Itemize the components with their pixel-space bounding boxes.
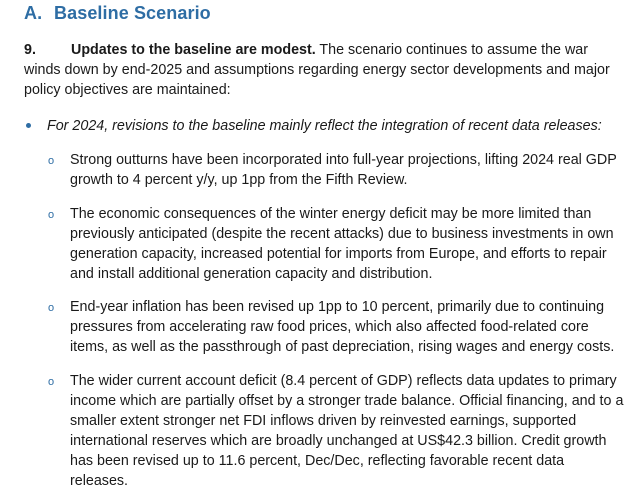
circle-bullet-icon: o [48, 155, 55, 167]
circle-bullet-icon: o [48, 376, 55, 388]
section-letter: A. [24, 3, 43, 23]
sub-item-gdp [48, 150, 624, 190]
bullet-text: For 2024, revisions to the baseline mainly reflect the integration of recent data releases: [47, 118, 602, 134]
sub-item-text: The wider current account deficit (8.4 percent of GDP) reflects data updates to primary income which are partially offset by a stronger trade balance. Official financing, and to a smaller extent stronger net FDI inflows driven by reinvested earnings, supported international reserves which are broadly unchanged at US$42.3 billion. Credit growth has been revised up to 11.6 percent, Dec/Dec, reflecting favorable recent data releases. [70, 373, 624, 489]
sub-item-text: The economic consequences of the winter energy deficit may be more limited than previously anticipated (despite the recent attacks) due to business investments in own generation capacity, increased potential for imports from Europe, and efforts to repair and install additional generation capacity and distribution. [70, 206, 614, 282]
paragraph-text: The scenario continues to assume the war winds down by end-2025 and assumptions regarding energy sector developments and major policy objectives are maintained: [24, 42, 610, 98]
section-title: Baseline Scenario [54, 3, 211, 23]
sub-item-current-account [48, 371, 624, 491]
paragraph-lead: Updates to the baseline are modest. [71, 42, 316, 58]
paragraph-number: 9. [24, 42, 36, 58]
bullet-dot-icon [26, 123, 31, 128]
section-heading [24, 3, 211, 24]
sub-item-energy [48, 204, 624, 284]
circle-bullet-icon: o [48, 302, 55, 314]
sub-item-text: End-year inflation has been revised up 1pp to 10 percent, primarily due to continuing pressures from accelerating raw food prices, which also affected food-related core items, as well as the passthrough of past depreciation, rising wages and energy costs. [70, 299, 615, 355]
circle-bullet-icon: o [48, 209, 55, 221]
sub-item-text: Strong outturns have been incorporated into full-year projections, lifting 2024 real GDP growth to 4 percent y/y, up 1pp from the Fifth Review. [70, 152, 617, 188]
paragraph-9 [24, 40, 624, 100]
sub-item-inflation [48, 297, 624, 357]
